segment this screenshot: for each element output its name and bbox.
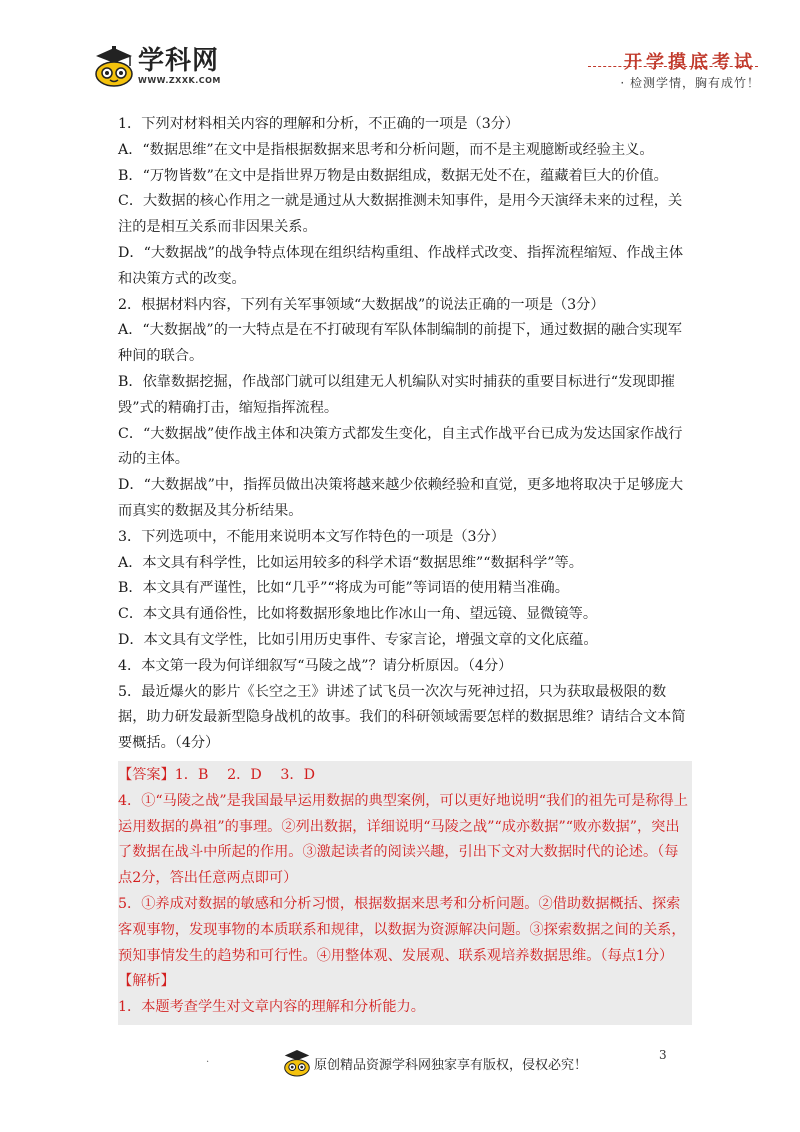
question-1-option-c: C．大数据的核心作用之一就是通过从大数据推测未知事件，是用今天演绎未来的过程，关注的是相互关系而非因果关系。 bbox=[118, 193, 683, 236]
question-3-option-b: B．本文具有严谨性，比如“几乎”“将成为可能”等词语的使用精当准确。 bbox=[118, 580, 569, 597]
question-3-option-d: D．本文具有文学性，比如引用历史事件、专家言论，增强文章的文化底蕴。 bbox=[118, 631, 598, 648]
question-2-option-a: A．“大数据战”的一大特点是在不打破现有军队体制编制的前提下，通过数据的融合实现军种间的联合。 bbox=[118, 322, 682, 365]
logo-text: 学科网 bbox=[138, 46, 220, 76]
question-1-option-a: A．“数据思维”在文中是指根据数据来思考和分析问题，而不是主观臆断或经验主义。 bbox=[118, 141, 654, 158]
copyright-notice: 原创精品资源学科网独家享有版权，侵权必究！ bbox=[314, 1058, 588, 1073]
analysis-label: 【解析】 bbox=[118, 973, 175, 990]
answer-question-4: 4．①“马陵之战”是我国最早运用数据的典型案例，可以更好地说明“我们的祖先可是称得上运用数据的鼻祖”的事理。②列出数据，详细说明“马陵之战”“成亦数据”“败亦数据”，突出了数据在战斗中所起的作用。③激起读者的阅读兴趣，引出下文对大数据时代的论述。（每点2分，答出任意两点即可） bbox=[118, 792, 688, 887]
question-1-option-b: B．“万物皆数”在文中是指世界万物是由数据组成，数据无处不在，蕴藏着巨大的价值。 bbox=[118, 167, 668, 184]
question-3-option-c: C．本文具有通俗性，比如将数据形象地比作冰山一角、望远镜、显微镜等。 bbox=[118, 606, 598, 623]
question-4-stem: 4．本文第一段为何详细叙写“马陵之战”？请分析原因。（4分） bbox=[118, 657, 513, 674]
logo-url: WWW.ZXXK.COM bbox=[138, 76, 221, 85]
question-3-option-a: A．本文具有科学性，比如运用较多的科学术语“数据思维”“数据科学”等。 bbox=[118, 554, 583, 571]
answer-choices-line bbox=[118, 763, 692, 789]
question-1-option-d: D．“大数据战”的战争特点体现在组织结构重组、作战样式改变、指挥流程缩短、作战主体和决策方式的改变。 bbox=[118, 244, 684, 287]
header-divider bbox=[588, 66, 758, 67]
question-2-option-b: B．依靠数据挖掘，作战部门就可以组建无人机编队对实时捕获的重要目标进行“发现即摧毁”式的精确打击，缩短指挥流程。 bbox=[118, 373, 675, 416]
page-header bbox=[0, 0, 800, 100]
question-2-option-d: D．“大数据战”中，指挥员做出决策将越来越少依赖经验和直觉，更多地将取决于足够庞大而真实的数据及其分析结果。 bbox=[118, 477, 684, 519]
page-content bbox=[118, 112, 690, 1025]
footer-dot: . bbox=[206, 1054, 210, 1065]
question-2-option-c: C．“大数据战”使作战主体和决策方式都发生变化，自主式作战平台已成为发达国家作战行动的主体。 bbox=[118, 425, 683, 468]
exam-title: 开学摸底考试 bbox=[624, 52, 756, 73]
exam-subtitle: · 检测学情，胸有成竹！ bbox=[620, 76, 760, 90]
page-number: 3 bbox=[659, 1048, 667, 1062]
question-3-stem: 3．下列选项中，不能用来说明本文写作特色的一项是（3分） bbox=[118, 528, 505, 545]
page-footer bbox=[0, 1040, 800, 1090]
answer-label: 【答案】 bbox=[118, 766, 175, 783]
answer-choices: 1．B 2．D 3．D bbox=[174, 766, 315, 783]
question-5-stem: 5．最近爆火的影片《长空之王》讲述了试飞员一次次与死神过招，只为获取最极限的数据，助力研发最新型隐身战机的故事。我们的科研领域需要怎样的数据思维？请结合文本简要概括。（4分） bbox=[118, 683, 686, 752]
question-1-stem: 1．下列对材料相关内容的理解和分析，不正确的一项是（3分） bbox=[118, 116, 520, 132]
answer-section bbox=[118, 761, 692, 1025]
mascot-icon bbox=[282, 1048, 312, 1078]
analysis-question-1: 1．本题考查学生对文章内容的理解和分析能力。 bbox=[118, 999, 425, 1016]
site-logo[interactable] bbox=[92, 46, 222, 92]
answer-question-5: 5．①养成对数据的敏感和分析习惯，根据数据来思考和分析问题。②借助数据概括、探索客观事物，发现事物的本质联系和规律，以数据为资源解决问题。③探索数据之间的关系，预知事情发生的趋势和可行性。④用整体观、发展观、联系观培养数据思维。（每点1分） bbox=[118, 895, 686, 964]
mascot-icon bbox=[92, 46, 136, 88]
question-2-stem: 2．根据材料内容，下列有关军事领域“大数据战”的说法正确的一项是（3分） bbox=[118, 296, 605, 313]
